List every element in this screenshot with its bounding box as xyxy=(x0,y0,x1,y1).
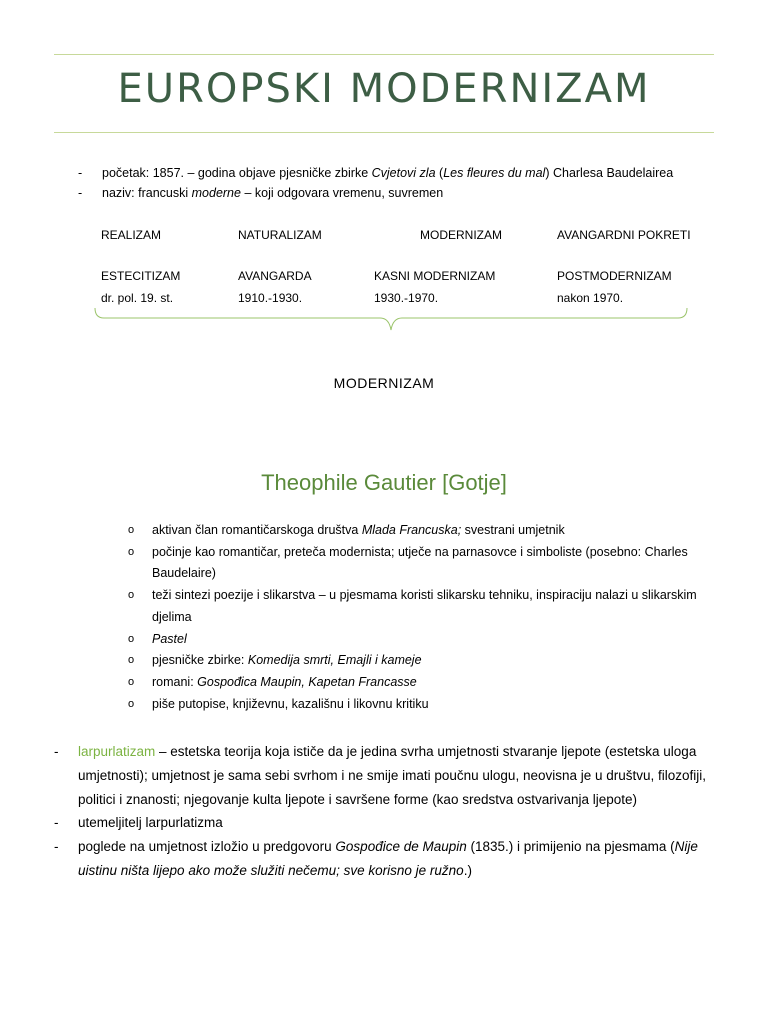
bullet-circle: o xyxy=(128,654,135,667)
item-text: (1835.) i primijenio na pjesmama ( xyxy=(466,839,675,855)
date-estecitizam: dr. pol. 19. st. xyxy=(101,291,174,305)
item-text: poglede na umjetnost izložio u predgovoru xyxy=(78,839,336,855)
gautier-heading: Theophile Gautier [Gotje] xyxy=(261,470,507,495)
item-text: počinje kao romantičar, preteča modernista; utječe na parnasovce i simboliste (posebno: Charles Baudelaire) xyxy=(152,544,688,581)
date-postmodernizam: nakon 1970. xyxy=(557,291,624,305)
quote-italic: Nije uistinu ništa lijepo ako može služiti nečemu; sve korisno je ružno xyxy=(78,839,698,878)
page-title: EUROPSKI MODERNIZAM xyxy=(117,66,651,112)
definition-text: – estetska teorija koja ističe da je jedina svrha umjetnosti stvaranje ljepote (estetska uloga umjetnosti); umjetnost je sama sebi svrhom i ne smije imati poučnu ulogu, neovisna je u društvu, filozofiji, politici i znanosti; njegovanje kulta ljepote i savršene forme (kao sredstva ostvarivanja ljepote) xyxy=(78,744,707,807)
intro-item-name xyxy=(78,183,673,203)
bullet-circle: o xyxy=(128,697,135,710)
list-item xyxy=(54,835,714,883)
period-avangarda: AVANGARDA xyxy=(238,269,312,283)
list-item xyxy=(128,672,718,694)
intro-text: početak: 1857. – godina objave pjesničke zbirke xyxy=(102,166,372,180)
item-italic: Pastel xyxy=(152,631,187,646)
list-item xyxy=(128,650,718,672)
period-estecitizam: ESTECITIZAM xyxy=(101,269,181,283)
list-item xyxy=(128,520,718,542)
term-larpurlatizam: larpurlatizam xyxy=(78,744,156,759)
period-avangardni: AVANGARDNI POKRETI xyxy=(557,228,691,242)
period-modernizam: MODERNIZAM xyxy=(420,228,502,242)
bullet-circle: o xyxy=(128,675,135,688)
intro-text: naziv: francuski xyxy=(102,186,192,200)
bullet-circle: o xyxy=(128,524,135,536)
item-italic: Gospođice de Maupin xyxy=(335,839,467,855)
bullet-dash: - xyxy=(54,815,59,831)
list-item xyxy=(128,585,718,628)
intro-italic: Les fleures du mal xyxy=(443,166,546,180)
intro-italic: moderne xyxy=(191,186,241,200)
brace-label: MODERNIZAM xyxy=(333,375,435,391)
item-text: svestrani umjetnik xyxy=(461,523,565,537)
bullet-circle: o xyxy=(128,589,135,602)
intro-italic: Cvjetovi zla xyxy=(371,166,436,180)
item-text: aktivan član romantičarskoga društva xyxy=(152,523,362,537)
item-italic: Gospođica Maupin, Kapetan Francasse xyxy=(197,674,417,689)
item-text: utemeljitelj larpurlatizma xyxy=(78,815,223,831)
date-kasni-modernizam: 1930.-1970. xyxy=(374,291,439,305)
title-underline xyxy=(54,132,714,133)
intro-text: ( xyxy=(435,166,444,180)
bullet-dash: - xyxy=(54,744,59,759)
larpurlatizam-list xyxy=(54,740,714,883)
intro-list xyxy=(78,163,673,203)
period-postmodernizam: POSTMODERNIZAM xyxy=(557,269,672,283)
list-item xyxy=(128,694,718,716)
bullet-circle: o xyxy=(128,545,135,558)
item-text: .) xyxy=(463,862,472,878)
period-naturalizam: NATURALIZAM xyxy=(238,228,322,242)
curly-brace xyxy=(94,306,688,334)
period-kasni-modernizam: KASNI MODERNIZAM xyxy=(374,269,496,283)
intro-item-start xyxy=(78,163,673,183)
item-text: pjesničke zbirke: xyxy=(152,653,248,668)
intro-text: ) Charlesa Baudelairea xyxy=(545,166,674,180)
item-text: piše putopise, književnu, kazališnu i likovnu kritiku xyxy=(152,696,429,711)
gautier-list xyxy=(128,520,718,715)
list-item xyxy=(54,811,714,835)
period-realizam: REALIZAM xyxy=(101,228,162,242)
bullet-dash: - xyxy=(54,839,59,855)
list-item xyxy=(54,740,714,811)
top-rule xyxy=(54,54,714,55)
bullet-dash: - xyxy=(78,166,83,180)
list-item xyxy=(128,629,718,651)
list-item xyxy=(128,542,718,585)
item-text: teži sintezi poezije i slikarstva – u pjesmama koristi slikarsku tehniku, inspiraciju nalazi u slikarskim djelima xyxy=(152,588,697,624)
item-italic: Mlada Francuska; xyxy=(361,523,462,537)
date-avangarda: 1910.-1930. xyxy=(238,291,303,305)
bullet-dash: - xyxy=(78,186,83,200)
item-text: romani: xyxy=(152,674,198,689)
bullet-circle: o xyxy=(128,632,135,645)
item-italic: Komedija smrti, Emajli i kameje xyxy=(247,653,422,668)
intro-text: – koji odgovara vremenu, suvremen xyxy=(240,186,444,200)
